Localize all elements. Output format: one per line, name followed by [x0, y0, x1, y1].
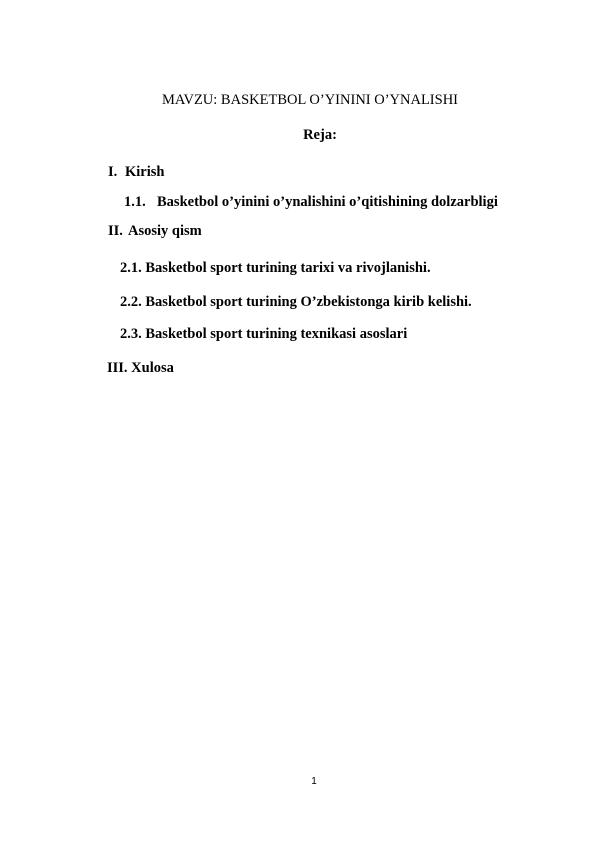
document-title: MAVZU: BASKETBOL O’YININI O’YNALISHI [161, 92, 459, 108]
outline-item-2-3: 2.3. Basketbol sport turining texnikasi asoslari [120, 326, 408, 342]
page-number: 1 [311, 776, 317, 787]
outline-section-1-number: I. [108, 164, 118, 180]
outline-section-1-label: Kirish [125, 164, 165, 180]
outline-item-1-1-number: 1.1. [124, 194, 146, 210]
outline-section-2-label: Asosiy qism [128, 223, 202, 239]
outline-section-3: III. Xulosa [107, 360, 174, 376]
outline-item-2-2: 2.2. Basketbol sport turining O’zbekistonga kirib kelishi. [120, 294, 472, 310]
outline-item-1-1-label: Basketbol o’yinini o’ynalishini o’qitishining dolzarbligi [157, 194, 498, 210]
outline-item-1-1 [124, 193, 498, 211]
plan-heading: Reja: [303, 127, 337, 143]
outline-section-2 [108, 222, 202, 240]
outline-section-2-number: II. [108, 223, 123, 239]
outline-section-1 [108, 163, 164, 181]
outline-item-2-1: 2.1. Basketbol sport turining tarixi va rivojlanishi. [120, 260, 431, 276]
